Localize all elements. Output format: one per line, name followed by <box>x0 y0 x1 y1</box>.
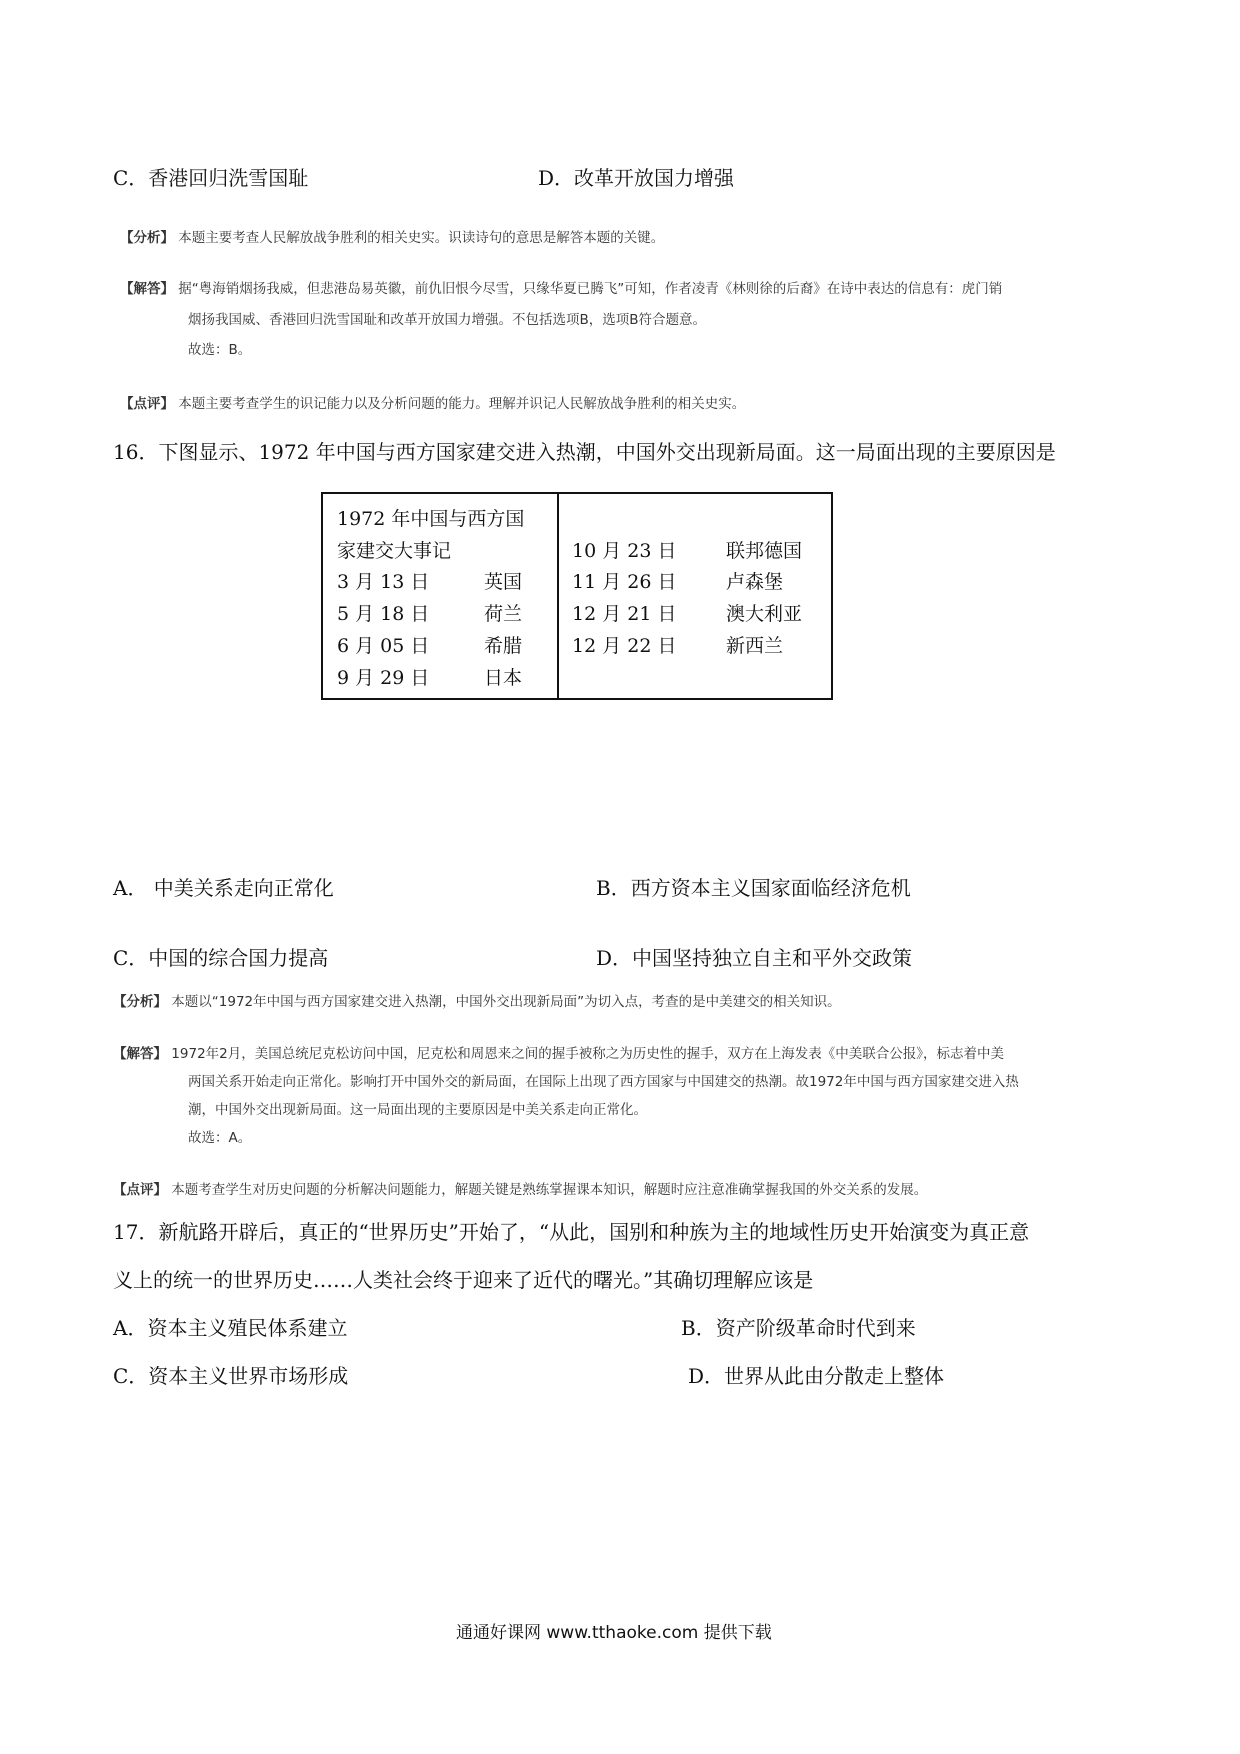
left-country-3: 希腊 <box>484 635 523 657</box>
q16-answer-line2: 两国关系开始走向正常化。影响打开中国外交的新局面，在国际上出现了西方国家与中国建交的热潮。故1972年中国与西方国家建交进入热 <box>188 1074 1019 1090</box>
right-date-3: 12 月 21 日 <box>572 603 677 625</box>
left-country-2: 荷兰 <box>484 603 523 625</box>
table-divider <box>557 494 559 698</box>
q15-comment <box>120 392 745 412</box>
right-date-1: 10 月 23 日 <box>572 540 677 562</box>
comment-text: 本题主要考查学生的识记能力以及分析问题的能力。理解并识记人民解放战争胜利的相关史实。 <box>178 396 746 412</box>
table-title-line1: 1972 年中国与西方国 <box>337 508 525 530</box>
q16-answer-line3: 潮，中国外交出现新局面。这一局面出现的主要原因是中美关系走向正常化。 <box>188 1102 647 1118</box>
comment-tag: 【点评】 <box>113 1182 167 1198</box>
left-date-3: 6 月 05 日 <box>337 635 430 657</box>
q17-option-b: B．资产阶级革命时代到来 <box>681 1316 916 1340</box>
q17-stem-line1: 17．新航路开辟后，真正的“世界历史”开始了，“从此，国别和种族为主的地域性历史开始演变为真正意 <box>113 1220 1030 1244</box>
left-date-2: 5 月 18 日 <box>337 603 430 625</box>
right-country-3: 澳大利亚 <box>726 603 803 625</box>
q17-stem-line2: 义上的统一的世界历史……人类社会终于迎来了近代的曙光。”其确切理解应该是 <box>113 1268 814 1292</box>
q15-answer-line1 <box>120 277 1002 297</box>
right-date-4: 12 月 22 日 <box>572 635 677 657</box>
footer-credit: 通通好课网 www.tthaoke.com 提供下载 <box>456 1623 772 1643</box>
table-title-line2: 家建交大事记 <box>337 540 452 562</box>
answer-text: 1972年2月，美国总统尼克松访问中国，尼克松和周恩来之间的握手被称之为历史性的握手，双方在上海发表《中美联合公报》，标志着中美 <box>171 1046 1004 1062</box>
right-country-2: 卢森堡 <box>726 571 784 593</box>
q16-comment <box>113 1178 927 1198</box>
right-country-1: 联邦德国 <box>726 540 803 562</box>
q16-option-c: C．中国的综合国力提高 <box>113 946 329 970</box>
right-country-4: 新西兰 <box>726 635 784 657</box>
q16-answer-line4: 故选：A。 <box>188 1130 252 1146</box>
q16-option-a: A． 中美关系走向正常化 <box>113 876 334 900</box>
q17-option-d: D．世界从此由分散走上整体 <box>688 1364 945 1388</box>
analysis-text: 本题以“1972年中国与西方国家建交进入热潮，中国外交出现新局面”为切入点，考查的是中美建交的相关知识。 <box>171 994 841 1010</box>
left-country-4: 日本 <box>484 667 523 689</box>
left-date-1: 3 月 13 日 <box>337 571 430 593</box>
answer-text: 据“粤海销烟扬我威，但悲港岛易英徽，前仇旧恨今尽雪，只缘华夏已腾飞”可知，作者凌青《林则徐的后裔》在诗中表达的信息有：虎门销 <box>178 281 1003 297</box>
q15-answer-line2: 烟扬我国威、香港回归洗雪国耻和改革开放国力增强。不包括选项B，选项B符合题意。 <box>188 312 707 328</box>
answer-tag: 【解答】 <box>113 1046 167 1062</box>
q15-option-d: D．改革开放国力增强 <box>538 166 735 190</box>
analysis-text: 本题主要考查人民解放战争胜利的相关史实。识读诗句的意思是解答本题的关键。 <box>178 230 665 246</box>
q16-option-d: D．中国坚持独立自主和平外交政策 <box>596 946 913 970</box>
answer-tag: 【解答】 <box>120 281 174 297</box>
q15-analysis <box>120 226 664 246</box>
q15-answer-line3: 故选：B。 <box>188 342 252 358</box>
analysis-tag: 【分析】 <box>120 230 174 246</box>
left-country-1: 英国 <box>484 571 523 593</box>
analysis-tag: 【分析】 <box>113 994 167 1010</box>
q15-option-c: C．香港回归洗雪国耻 <box>113 166 309 190</box>
q17-option-c: C．资本主义世界市场形成 <box>113 1364 349 1388</box>
diplomacy-table <box>321 492 833 700</box>
comment-tag: 【点评】 <box>120 396 174 412</box>
q16-option-b: B．西方资本主义国家面临经济危机 <box>596 876 911 900</box>
right-date-2: 11 月 26 日 <box>572 571 677 593</box>
q17-option-a: A．资本主义殖民体系建立 <box>113 1316 348 1340</box>
q16-analysis <box>113 990 841 1010</box>
comment-text: 本题考查学生对历史问题的分析解决问题能力，解题关键是熟练掌握课本知识，解题时应注意准确掌握我国的外交关系的发展。 <box>171 1182 928 1198</box>
q16-stem: 16．下图显示、1972 年中国与西方国家建交进入热潮，中国外交出现新局面。这一局面出现的主要原因是 <box>113 440 1056 464</box>
q16-answer-line1 <box>113 1042 1004 1062</box>
left-date-4: 9 月 29 日 <box>337 667 430 689</box>
